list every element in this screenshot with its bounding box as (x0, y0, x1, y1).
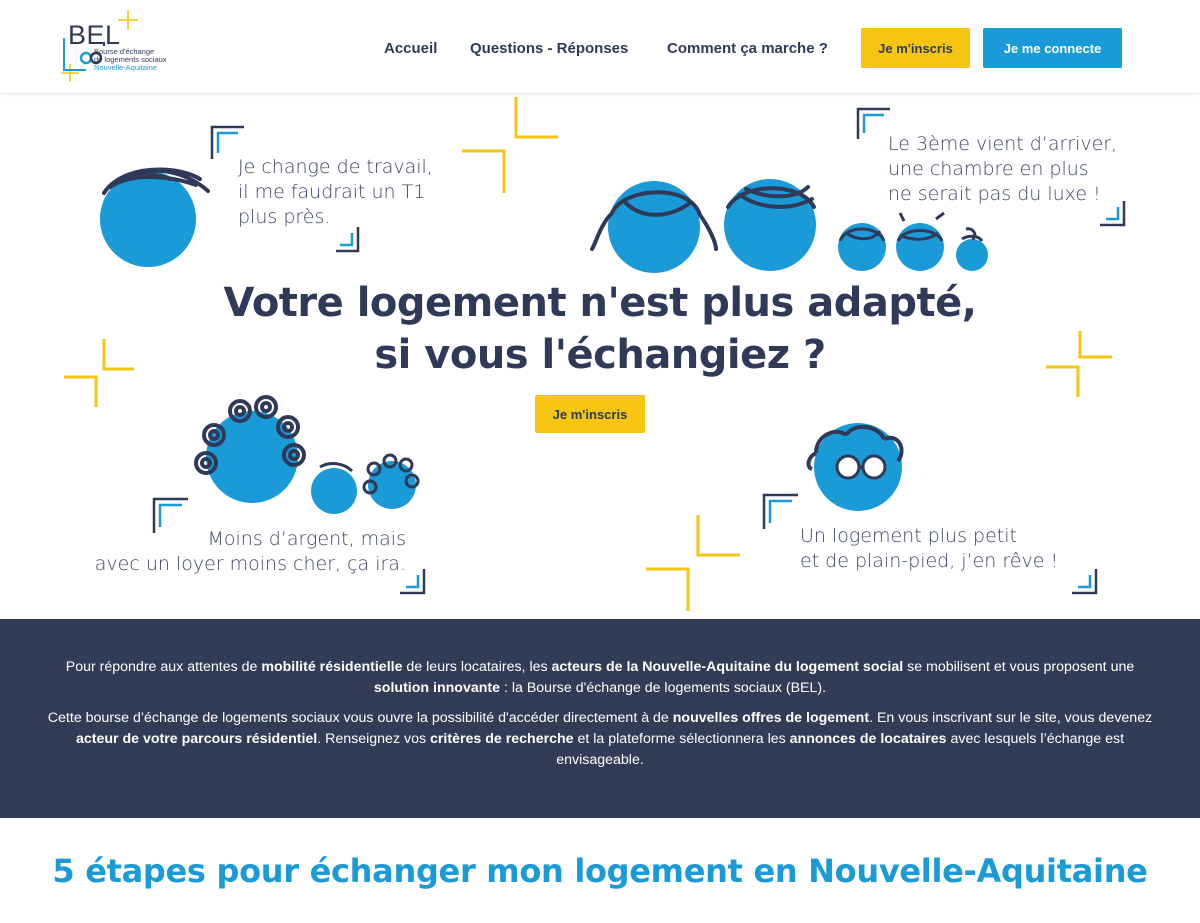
quote-senior: Un logement plus petit et de plain-pied, j’en rêve ! (800, 525, 1059, 572)
character-curly-family-icon (196, 397, 418, 514)
info-highlight: annonces de locataires (789, 731, 947, 747)
info-text: avec lesquels l’échange est envisageable. (556, 731, 1125, 768)
quote-single: Je change de travail, il me faudrait un T1 plus près. (238, 156, 433, 228)
info-highlight: critères de recherche (430, 731, 574, 747)
info-paragraph-2 (40, 708, 1160, 771)
bel-logo[interactable] (58, 8, 198, 84)
steps-title: 5 étapes pour échanger mon logement en Nouvelle-Aquitaine (52, 852, 1148, 890)
info-highlight: acteur de votre parcours résidentiel (75, 731, 318, 747)
login-button[interactable]: Je me connecte (983, 28, 1122, 68)
nav-accueil[interactable]: Accueil (384, 39, 438, 57)
quote-curly-family: Moins d’argent, mais avec un loyer moins cher, ça ira. (94, 528, 406, 575)
character-single-icon (100, 170, 208, 268)
info-text: Pour répondre aux attentes de (65, 659, 262, 675)
info-text: et la plateforme sélectionnera les (573, 731, 790, 747)
character-senior-icon (809, 423, 902, 511)
info-text: Cette bourse d’échange de logements sociaux vous ouvre la possibilité d'accéder directement à de (47, 710, 673, 726)
logo-subtitle: Bourse d'échange de logements sociaux Nouvelle-Aquitaine (94, 47, 167, 72)
nav-comment-ca-marche[interactable]: Comment ça marche ? (667, 39, 828, 57)
info-highlight: mobilité résidentielle (261, 659, 403, 675)
signup-button[interactable]: Je m'inscris (861, 28, 970, 68)
hero-section (0, 95, 1200, 619)
info-paragraph-1 (40, 657, 1160, 699)
site-header (0, 0, 1200, 94)
info-highlight: acteurs de la Nouvelle-Aquitaine du logement social (551, 659, 904, 675)
info-text: de leurs locataires, les (402, 659, 552, 675)
info-highlight: nouvelles offres de logement (672, 710, 870, 726)
hero-title: Votre logement n'est plus adapté, si vous l'échangiez ? (223, 280, 977, 378)
info-highlight: solution innovante (373, 680, 501, 696)
quote-family: Le 3ème vient d’arriver, une chambre en plus ne serait pas du luxe ! (888, 133, 1118, 205)
info-band (0, 619, 1200, 818)
info-text: . Renseignez vos (317, 731, 431, 747)
hero-signup-button[interactable]: Je m'inscris (535, 395, 645, 433)
logo-text: BEL (68, 20, 121, 50)
nav-questions-reponses[interactable]: Questions - Réponses (470, 39, 629, 57)
info-text: se mobilisent et vous proposent une (903, 659, 1135, 675)
info-text: : la Bourse d'échange de logements sociaux (BEL). (500, 680, 827, 696)
info-text: . En vous inscrivant sur le site, vous devenez (869, 710, 1153, 726)
